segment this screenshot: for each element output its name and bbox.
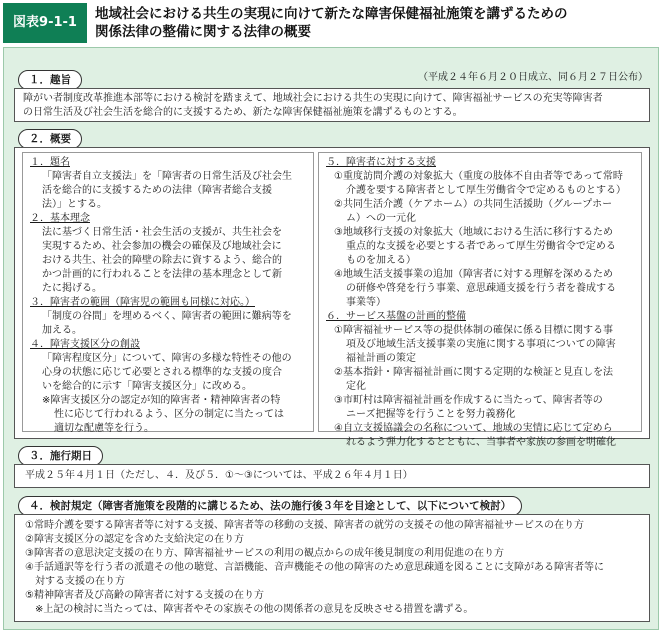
- item3-line: 「制度の谷間」を埋めるべく、障害者の範囲に難病等を: [42, 311, 292, 322]
- review-item: ③障害者の意思決定支援の在り方、障害福祉サービスの利用の観点からの成年後見制度の利用促進の在り方: [25, 548, 504, 559]
- section1-heading: １．趣旨: [18, 70, 82, 90]
- item2-line: たに掲げる。: [42, 283, 102, 294]
- item3-heading: ３．障害者の範囲（障害児の範囲も同様に対応。）: [30, 297, 255, 308]
- section1-line-2: の日常生活及び社会生活を総合的に支援するため、新たな障害保健福祉施策を講ずるものとする。: [23, 107, 463, 118]
- item6-line: ニーズ把握等を行うことを努力義務化: [346, 409, 516, 420]
- item5-line: の研修や啓発を行う事業、意思疎通支援を行う者を養成する: [346, 283, 616, 294]
- item6-line: れるよう弾力化するとともに、当事者や家族の参画を明確化: [346, 437, 616, 448]
- section2-right-column: [326, 156, 638, 450]
- item1-line: 活を総合的に支援するための法律（障害者総合支援: [42, 185, 272, 196]
- review-item: ①常時介護を要する障害者等に対する支援、障害者等の移動の支援、障害者の就労の支援その他の障害福祉サービスの在り方: [25, 520, 584, 531]
- item5-heading: ５．障害者に対する支援: [326, 157, 436, 168]
- item6-line: ④自立支援協議会の名称について、地域の実情に応じて定めら: [334, 423, 613, 434]
- section2-left-column: [30, 156, 310, 436]
- item4-note: 適切な配慮等を行う。: [54, 423, 154, 434]
- item2-heading: ２．基本理念: [30, 213, 90, 224]
- section4-heading: ４．検討規定（障害者施策を段階的に講じるため、法の施行後３年を目途として、以下について検討）: [18, 496, 522, 516]
- item5-line: ム）への一元化: [346, 213, 416, 224]
- figure-title: [95, 5, 655, 41]
- item6-line: 定化: [346, 381, 366, 392]
- review-item: ④手話通訳等を行う者の派遣その他の聴覚、言語機能、音声機能その他の障害のため意思疎通を図ることに支障がある障害者等に: [25, 562, 604, 573]
- item1-heading: １．題名: [30, 157, 70, 168]
- section4-box: [14, 514, 650, 622]
- section1-text: [23, 92, 603, 120]
- section3-text: 平成２５年４月１日（ただし、４．及び５．①～③については、平成２６年４月１日）: [25, 470, 413, 481]
- review-item: ⑤精神障害者及び高齢の障害者に対する支援の在り方: [25, 590, 264, 601]
- item4-line: いを総合的に示す「障害支援区分」に改める。: [42, 381, 252, 392]
- item6-line: 福祉計画の策定: [346, 353, 416, 364]
- section3-heading: ３．施行期日: [18, 446, 103, 466]
- review-item: 対する支援の在り方: [25, 576, 125, 587]
- item5-line: ④地域生活支援事業の追加（障害者に対する理解を深めるため: [334, 269, 613, 280]
- item4-note: ※障害支援区分の認定が知的障害者・精神障害者の特: [42, 395, 281, 406]
- item6-heading: ６．サービス基盤の計画的整備: [326, 311, 466, 322]
- item4-note: 性に応じて行われるよう、区分の制定に当たっては: [54, 409, 284, 420]
- section3-box: [14, 464, 650, 488]
- item6-line: ③市町村は障害福祉計画を作成するに当たって、障害者等の: [334, 395, 603, 406]
- item5-line: 介護を要する障害者として厚生労働省令で定めるものとする）: [346, 185, 626, 196]
- section2-heading: ２．概要: [18, 129, 82, 149]
- item5-line: ものを加える）: [346, 255, 416, 266]
- section1-box: [14, 88, 650, 122]
- item2-line: 法に基づく日常生活・社会生活の支援が、共生社会を: [42, 227, 282, 238]
- item1-line: 法）」とする。: [42, 199, 107, 210]
- item5-line: ③地域移行支援の対象拡大（地域における生活に移行するため: [334, 227, 613, 238]
- item4-line: 心身の状態に応じて必要とされる標準的な支援の度合: [42, 367, 282, 378]
- title-line-1: 地域社会における共生の実現に向けて新たな障害保健福祉施策を講ずるための: [95, 6, 568, 22]
- item4-heading: ４．障害支援区分の創設: [30, 339, 140, 350]
- item5-line: 重点的な支援を必要とする者であって厚生労働省令で定める: [346, 241, 616, 252]
- figure-label: 図表9-1-1: [3, 3, 87, 43]
- review-item: ②障害支援区分の認定を含めた支給決定の在り方: [25, 534, 244, 545]
- item2-line: 実現するため、社会参加の機会の確保及び地域社会に: [42, 241, 282, 252]
- item2-line: かつ計画的に行われることを法律の基本理念として新: [42, 269, 282, 280]
- item5-line: ②共同生活介護（ケアホーム）の共同生活援助（グループホー: [334, 199, 613, 210]
- item5-line: ①重度訪問介護の対象拡大（重度の肢体不自由者等であって常時: [334, 171, 623, 182]
- section1-line-1: 障がい者制度改革推進本部等における検討を踏まえて、地域社会における共生の実現に向けて、障害福祉サービスの充実等障害者: [23, 93, 603, 104]
- item5-line: 事業等）: [346, 297, 386, 308]
- title-line-2: 関係法律の整備に関する法律の概要: [95, 24, 311, 40]
- section4-list: [25, 519, 604, 617]
- item1-line: 「障害者自立支援法」を「障害者の日常生活及び社会生: [42, 171, 292, 182]
- item6-line: ②基本指針・障害福祉計画に関する定期的な検証と見直しを法: [334, 367, 613, 378]
- item2-line: おける共生、社会的障壁の除去に資するよう、総合的: [42, 255, 282, 266]
- review-note: ※上記の検討に当たっては、障害者やその家族その他の関係者の意見を反映させる措置を講ずる。: [25, 604, 474, 615]
- item6-line: ①障害福祉サービス等の提供体制の確保に係る目標に関する事: [334, 325, 613, 336]
- item3-line: 加える。: [42, 325, 82, 336]
- figure-header: [3, 3, 659, 43]
- item4-line: 「障害程度区分」について、障害の多様な特性その他の: [42, 353, 292, 364]
- date-note: （平成２４年６月２０日成立、同６月２７日公布）: [418, 72, 648, 83]
- item6-line: 項及び地域生活支援事業の実施に関する事項についての障害: [346, 339, 616, 350]
